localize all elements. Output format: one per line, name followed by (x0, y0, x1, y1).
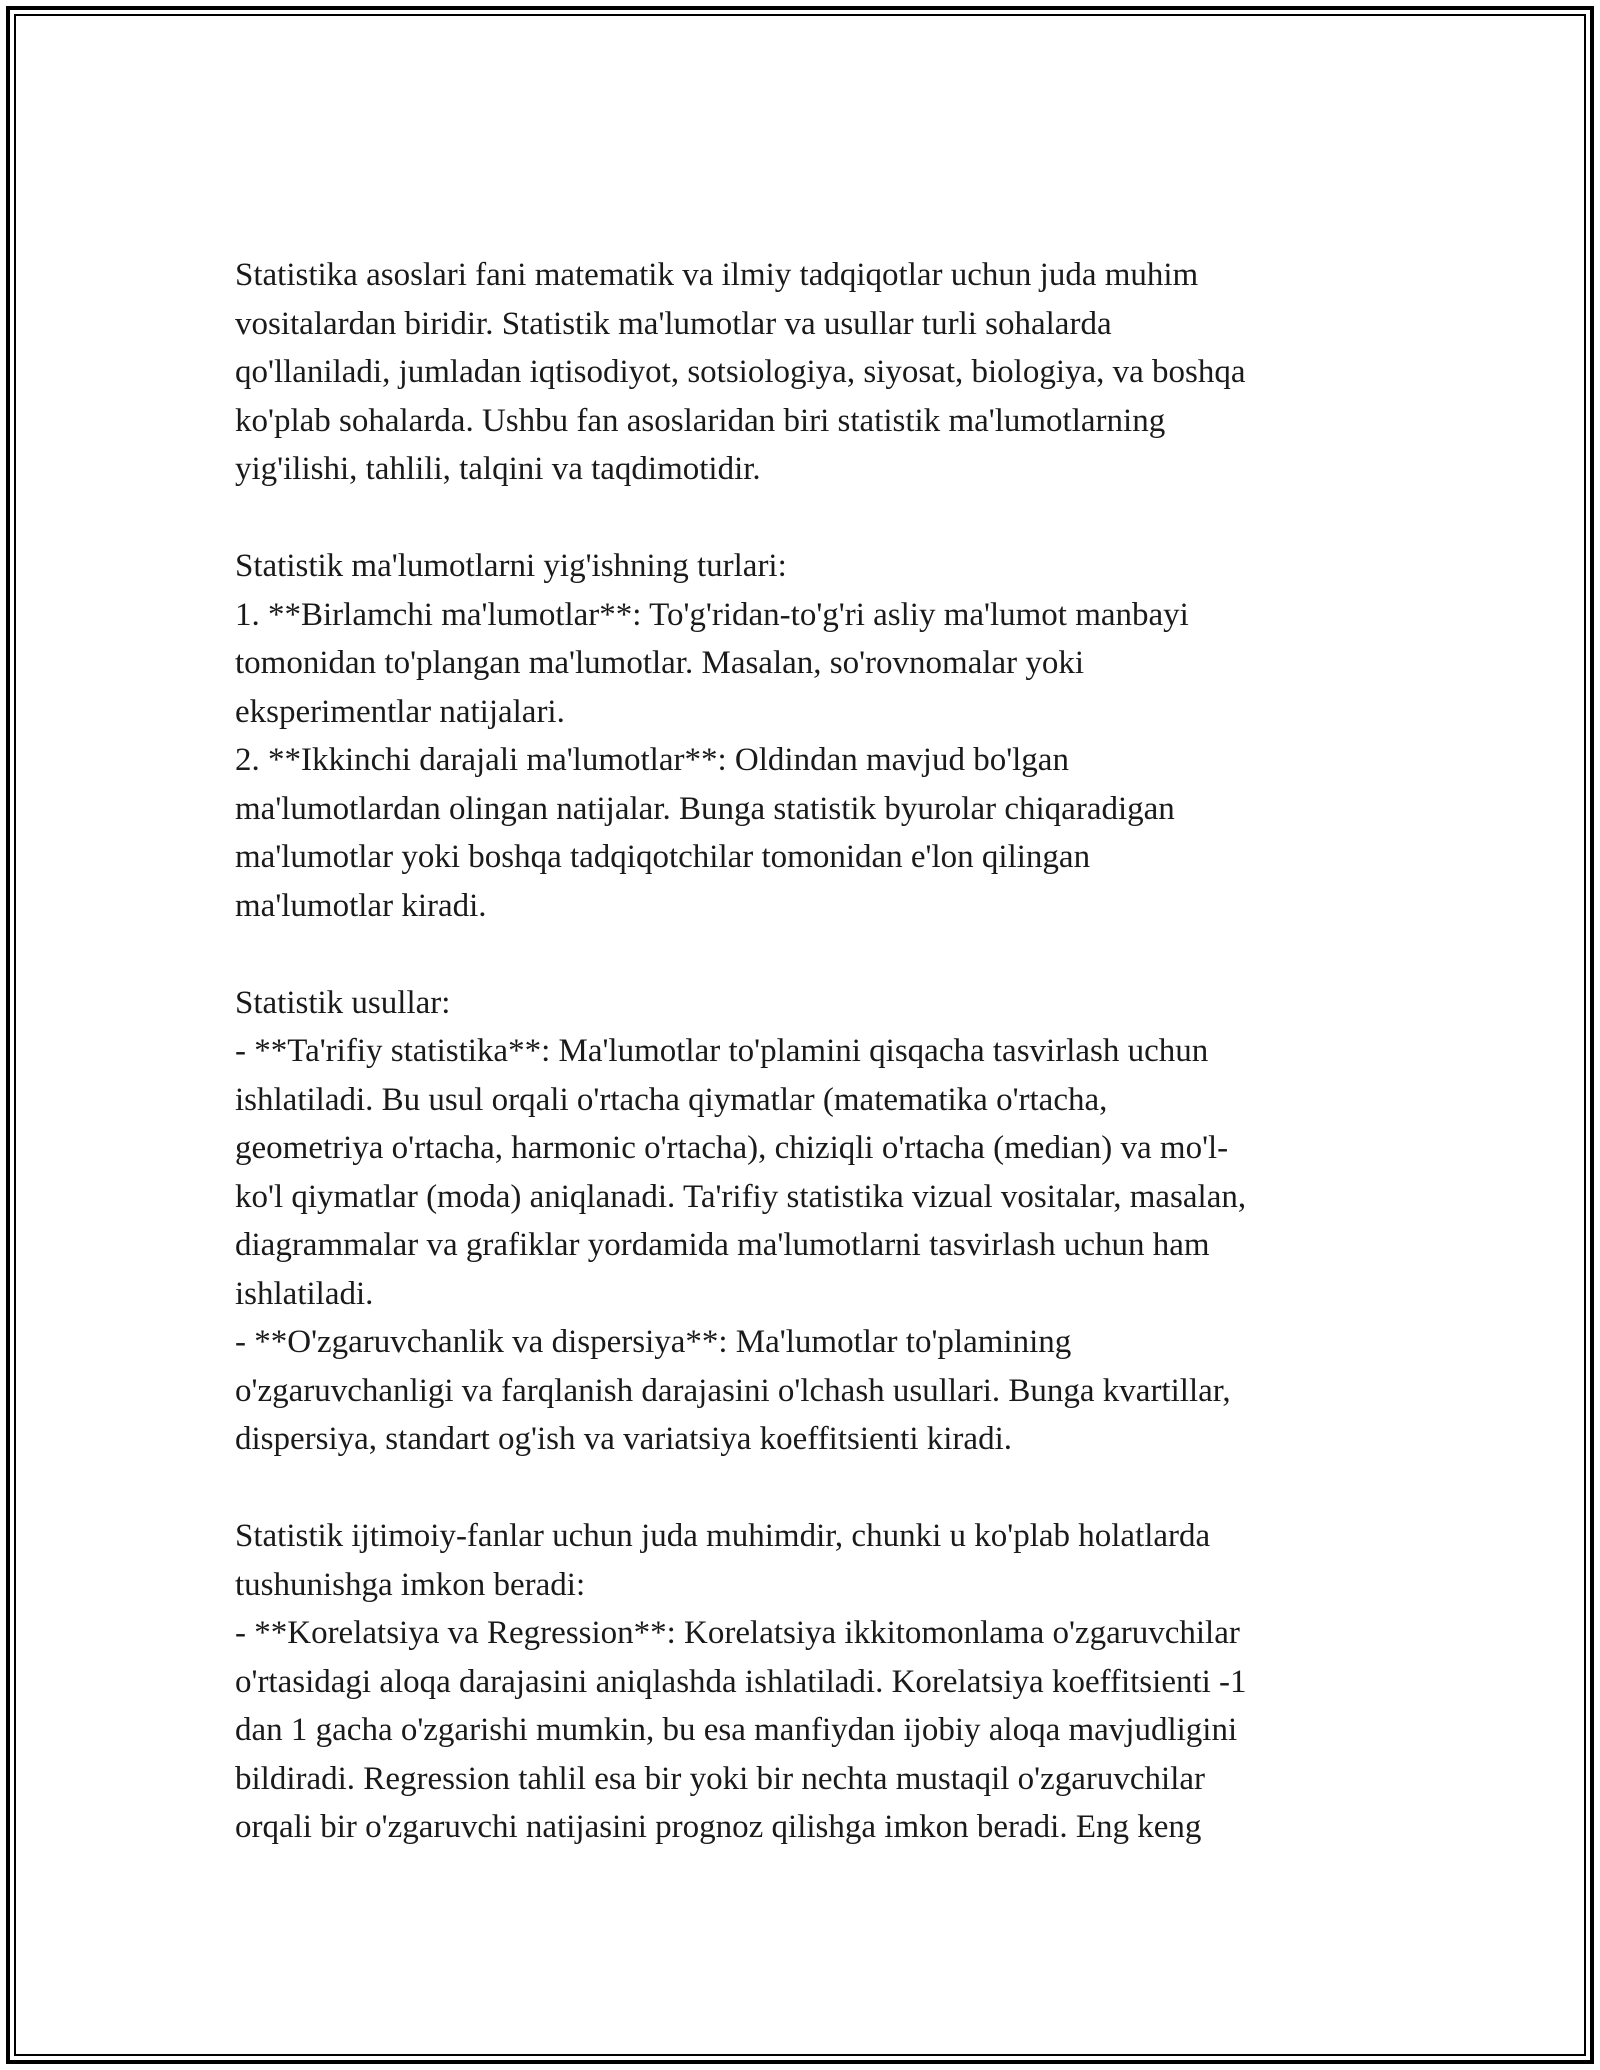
text-line: dispersiya, standart og'ish va variatsiya koeffitsienti kiradi. (235, 1421, 1012, 1457)
blank-line (235, 494, 1385, 543)
list-item-line: - **O'zgaruvchanlik va dispersiya**: Ma'lumotlar to'plamining (235, 1324, 1072, 1360)
text-line: qo'llaniladi, jumladan iqtisodiyot, sotsiologiya, siyosat, biologiya, va boshqa (235, 354, 1246, 390)
text-line: o'rtasidagi aloqa darajasini aniqlashda ishlatiladi. Korelatsiya koeffitsienti -1 (235, 1663, 1247, 1700)
section-heading: Statistik usullar: (235, 984, 451, 1021)
text-line: vositalardan biridir. Statistik ma'lumotlar va usullar turli sohalarda (235, 305, 1112, 342)
text-line: ma'lumotlardan olingan natijalar. Bunga statistik byurolar chiqaradigan (235, 790, 1175, 827)
text-line: ko'l qiymatlar (moda) aniqlanadi. Ta'rifiy statistika vizual vositalar, masalan, (235, 1178, 1247, 1215)
text-line: bildiradi. Regression tahlil esa bir yoki bir nechta mustaqil o'zgaruvchilar (235, 1760, 1206, 1797)
blank-line (235, 930, 1385, 979)
text-line: tushunishga imkon beradi: (235, 1566, 586, 1603)
text-line: orqali bir o'zgaruvchi natijasini prognoz qilishga imkon beradi. Eng keng (235, 1809, 1202, 1845)
section-heading: Statistik ma'lumotlarni yig'ishning turlari: (235, 548, 787, 584)
text-line: ma'lumotlar yoki boshqa tadqiqotchilar tomonidan e'lon qilingan (235, 839, 1091, 875)
text-line: o'zgaruvchanligi va farqlanish darajasini o'lchash usullari. Bunga kvartillar, (235, 1372, 1231, 1409)
text-line: diagrammalar va grafiklar yordamida ma'lumotlarni tasvirlash uchun ham (235, 1227, 1210, 1263)
text-line: ishlatiladi. Bu usul orqali o'rtacha qiymatlar (matematika o'rtacha, (235, 1081, 1108, 1118)
document-body (235, 251, 1385, 1852)
text-line: ishlatiladi. (235, 1275, 374, 1312)
text-line: geometriya o'rtacha, harmonic o'rtacha), chiziqli o'rtacha (median) va mo'l- (235, 1130, 1229, 1166)
text-line: Statistika asoslari fani matematik va ilmiy tadqiqotlar uchun juda muhim (235, 257, 1199, 293)
text-line: dan 1 gacha o'zgarishi mumkin, bu esa manfiydan ijobiy aloqa mavjudligini (235, 1712, 1238, 1748)
list-item-line: - **Ta'rifiy statistika**: Ma'lumotlar to'plamini qisqacha tasvirlash uchun (235, 1033, 1209, 1069)
text-line: yig'ilishi, tahlili, talqini va taqdimotidir. (235, 451, 761, 487)
list-item-line: 1. **Birlamchi ma'lumotlar**: To'g'ridan-to'g'ri asliy ma'lumot manbayi (235, 596, 1189, 633)
text-line: Statistik ijtimoiy-fanlar uchun juda muhimdir, chunki u ko'plab holatlarda (235, 1518, 1211, 1554)
text-line: ma'lumotlar kiradi. (235, 887, 487, 924)
blank-line (235, 1464, 1385, 1513)
text-line: tomonidan to'plangan ma'lumotlar. Masalan, so'rovnomalar yoki (235, 645, 1085, 681)
list-item-line: 2. **Ikkinchi darajali ma'lumotlar**: Oldindan mavjud bo'lgan (235, 742, 1069, 778)
list-item-line: - **Korelatsiya va Regression**: Korelatsiya ikkitomonlama o'zgaruvchilar (235, 1615, 1240, 1651)
text-line: eksperimentlar natijalari. (235, 693, 565, 730)
text-line: ko'plab sohalarda. Ushbu fan asoslaridan biri statistik ma'lumotlarning (235, 402, 1166, 439)
